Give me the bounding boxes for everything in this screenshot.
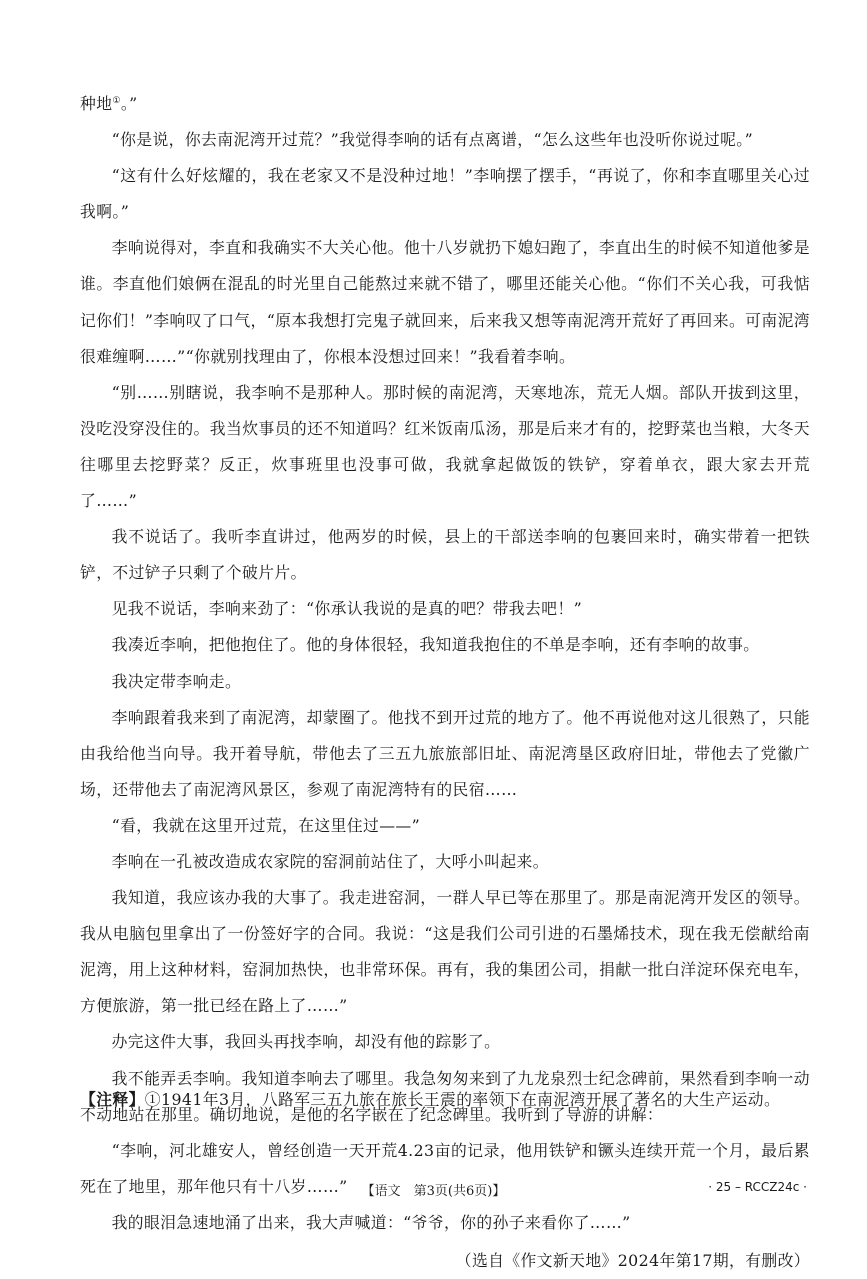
paragraph-7: 见我不说话，李响来劲了：“你承认我说的是真的吧？带我去吧！” (111, 599, 583, 619)
paragraph-suffix: 。” (120, 94, 138, 113)
paragraph-17: 我的眼泪急速地涌了出来，我大声喊道：“爷爷，你的孙子来看你了……” (111, 1212, 631, 1232)
footnote-text: ①1941年3月，八路军三五九旅在旅长王震的率领下在南泥湾开展了著名的大生产运动。 (144, 1090, 781, 1109)
paragraph-10: 李响跟着我来到了南泥湾，却蒙圈了。他找不到开过荒的地方了。他不再说他对这儿很熟了，只能由我给他当向导。我开着导航，带他去了三五九旅旅部旧址、南泥湾垦区政府旧址，带他去了党徽广场，还带他去了南泥湾风景区，参观了南泥湾特有的民宿…… (80, 707, 810, 799)
paragraph-12: 李响在一孔被改造成农家院的窑洞前站住了，大呼小叫起来。 (111, 851, 549, 871)
paragraph-13: 我知道，我应该办我的大事了。我走进窑洞，一群人早已等在那里了。那是南泥湾开发区的领导。我从电脑包里拿出了一份签好字的合同。我说：“这是我们公司引进的石墨烯技术，现在我无偿献给南泥湾，用上这种材料，窑洞加热快，也非常环保。再有，我的集团公司，捐献一批白洋淀环保充电车，方便旅游，第一批已经在路上了……” (80, 888, 810, 1016)
paragraph-4: 李响说得对，李直和我确实不大关心他。他十八岁就扔下媳妇跑了，李直出生的时候不知道他爹是谁。李直他们娘俩在混乱的时光里自己能熬过来就不错了，哪里还能关心他。“你们不关心我，可我惦记你们！”李响叹了口气，“原本我想打完鬼子就回来，后来我又想等南泥湾开荒好了再回来。可南泥湾很难缠啊……”“你就别找理由了，你根本没想过回来！”我看着李响。 (80, 238, 810, 366)
paragraph-6: 我不说话了。我听李直讲过，他两岁的时候，县上的干部送李响的包裹回来时，确实带着一把铁铲，不过铲子只剩了个破片片。 (80, 527, 810, 583)
page-number: 【语文 第3页(共6页)】 (361, 1184, 506, 1199)
paragraph-9: 我决定带李响走。 (111, 671, 242, 691)
footnote (80, 1082, 810, 1118)
paragraph-8: 我凑近李响，把他抱住了。他的身体很轻，我知道我抱住的不单是李响，还有李响的故事。 (111, 635, 760, 655)
exam-code: · 25 – RCCZ24c · (708, 1180, 807, 1194)
paragraph-14: 办完这件大事，我回头再找李响，却没有他的踪影了。 (111, 1032, 501, 1052)
source-citation: （选自《作文新天地》2024年第17期，有删改） (455, 1251, 810, 1270)
footnote-mark: ① (112, 96, 121, 106)
paragraph-1 (80, 83, 810, 122)
paragraph-2: “你是说，你去南泥湾开过荒？”我觉得李响的话有点离谱，“怎么这些年也没听你说过呢。” (111, 130, 754, 150)
page-footer (0, 1180, 867, 1204)
paragraph-16: “李响，河北雄安人，曾经创造一天开荒4.23亩的记录，他用铁铲和镢头连续开荒一个月，最后累死在了地里，那年他只有十八岁……” (80, 1140, 810, 1196)
paragraph-15: 我不能弄丢李响。我知道李响去了哪里。我急匆匆来到了九龙泉烈士纪念碑前，果然看到李响一动不动地站在那里。确切地说，是他的名字嵌在了纪念碑里。我听到了导游的讲解： (80, 1068, 810, 1124)
paragraph-text: 种地 (80, 94, 113, 113)
paragraph-11: “看，我就在这里开过荒，在这里住过——” (111, 815, 421, 835)
paragraph-3: “这有什么好炫耀的，我在老家又不是没种过地！”李响摆了摆手，“再说了，你和李直哪里关心过我啊。” (80, 166, 810, 222)
footnote-label: 【注释】 (80, 1090, 145, 1109)
paragraph-5: “别……别瞎说，我李响不是那种人。那时候的南泥湾，天寒地冻，荒无人烟。部队开拔到这里，没吃没穿没住的。我当炊事员的还不知道吗？红米饭南瓜汤，那是后来才有的，挖野菜也当粮，大冬天往哪里去挖野菜？反正，炊事班里也没事可做，我就拿起做饭的铁铲，穿着单衣，跟大家去开荒了……” (80, 382, 810, 511)
